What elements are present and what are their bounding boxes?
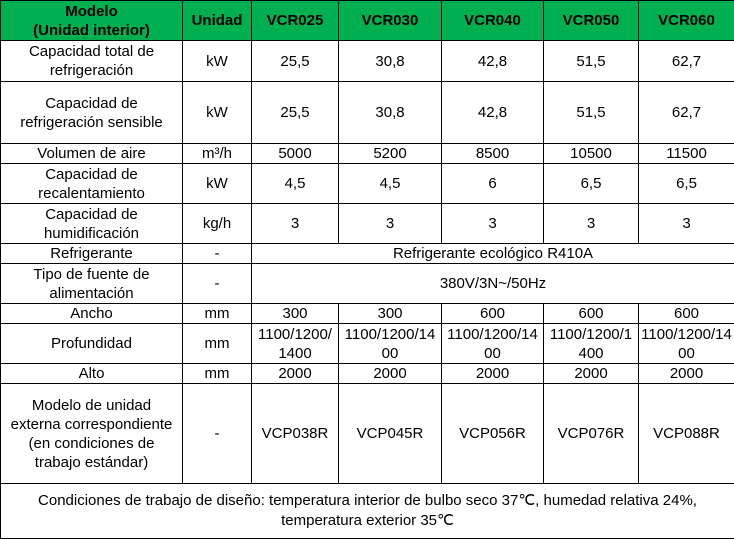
row-label-line: refrigeración sensible — [3, 113, 180, 132]
cell-value: 51,5 — [544, 82, 639, 144]
cell-value: 62,7 — [639, 82, 734, 144]
row-label-line: Profundidad — [3, 334, 180, 353]
row-label-line: recalentamiento — [3, 184, 180, 203]
footer-line1: Condiciones de trabajo de diseño: temperatura interior de bulbo seco 37℃, humedad relativa 24%, — [11, 491, 724, 511]
merged-value: Refrigerante ecológico R410A — [252, 244, 734, 264]
cell-value: 3 — [544, 204, 639, 244]
row-label-line: externa correspondiente — [3, 415, 180, 434]
row-label — [1, 82, 183, 144]
footer-row — [1, 484, 734, 539]
header-model-vcr060: VCR060 — [639, 1, 734, 41]
cell-value: 1100/1200/1400 — [639, 324, 734, 364]
header-model-vcr025: VCR025 — [252, 1, 339, 41]
row-label — [1, 384, 183, 484]
footer-line2: temperatura exterior 35℃ — [11, 511, 724, 531]
table-row — [1, 82, 734, 144]
row-unit: m³/h — [183, 144, 252, 164]
row-label-line: trabajo estándar) — [3, 453, 180, 472]
row-label — [1, 244, 183, 264]
row-unit: kg/h — [183, 204, 252, 244]
cell-value: 2000 — [544, 364, 639, 384]
cell-value: 3 — [639, 204, 734, 244]
row-unit: - — [183, 264, 252, 304]
row-label-line: Capacidad total de — [3, 42, 180, 61]
cell-value: 51,5 — [544, 41, 639, 82]
header-unit: Unidad — [183, 1, 252, 41]
cell-value: 3 — [252, 204, 339, 244]
cell-value: 2000 — [339, 364, 442, 384]
table-row — [1, 384, 734, 484]
row-unit: kW — [183, 41, 252, 82]
cell-value: 62,7 — [639, 41, 734, 82]
row-label-line: Volumen de aire — [3, 144, 180, 163]
cell-value: VCP056R — [442, 384, 544, 484]
row-label-line: (en condiciones de — [3, 434, 180, 453]
row-unit: mm — [183, 324, 252, 364]
cell-value: 4,5 — [252, 164, 339, 204]
cell-value: 600 — [442, 304, 544, 324]
header-model-vcr040: VCR040 — [442, 1, 544, 41]
merged-value: 380V/3N~/50Hz — [252, 264, 734, 304]
cell-value: 25,5 — [252, 41, 339, 82]
cell-value: 30,8 — [339, 82, 442, 144]
row-label-line: Alto — [3, 364, 180, 383]
cell-value: 4,5 — [339, 164, 442, 204]
cell-value: 6,5 — [544, 164, 639, 204]
row-label — [1, 304, 183, 324]
cell-value: VCP088R — [639, 384, 734, 484]
cell-value: 1100/1200/1400 — [544, 324, 639, 364]
cell-value: 2000 — [252, 364, 339, 384]
row-unit: mm — [183, 304, 252, 324]
table-row — [1, 324, 734, 364]
cell-value: 10500 — [544, 144, 639, 164]
row-label — [1, 264, 183, 304]
cell-value: 6,5 — [639, 164, 734, 204]
row-label — [1, 324, 183, 364]
table-row — [1, 264, 734, 304]
row-label — [1, 364, 183, 384]
cell-value: VCP038R — [252, 384, 339, 484]
header-model-vcr030: VCR030 — [339, 1, 442, 41]
cell-value: 2000 — [442, 364, 544, 384]
row-label-line: Capacidad de — [3, 165, 180, 184]
row-label-line: Refrigerante — [3, 244, 180, 263]
row-label — [1, 144, 183, 164]
design-conditions-note — [1, 484, 734, 539]
row-label — [1, 204, 183, 244]
cell-value: 300 — [252, 304, 339, 324]
table-row — [1, 204, 734, 244]
table-row — [1, 164, 734, 204]
row-unit: kW — [183, 164, 252, 204]
row-label-line: Capacidad de — [3, 94, 180, 113]
cell-value: 1100/1200/1400 — [339, 324, 442, 364]
cell-value: 42,8 — [442, 82, 544, 144]
cell-value: 3 — [442, 204, 544, 244]
row-label-line: Modelo de unidad — [3, 396, 180, 415]
cell-value: 6 — [442, 164, 544, 204]
table-row — [1, 144, 734, 164]
row-label-line: Tipo de fuente de — [3, 265, 180, 284]
row-label-line: humidificación — [3, 224, 180, 243]
cell-value: 8500 — [442, 144, 544, 164]
table-row — [1, 41, 734, 82]
row-label-line: Capacidad de — [3, 205, 180, 224]
cell-value: 2000 — [639, 364, 734, 384]
row-label-line: refrigeración — [3, 61, 180, 80]
header-model-line1: Modelo — [3, 2, 180, 21]
cell-value: VCP076R — [544, 384, 639, 484]
table-row — [1, 304, 734, 324]
cell-value: 5200 — [339, 144, 442, 164]
row-unit: kW — [183, 82, 252, 144]
row-label — [1, 41, 183, 82]
cell-value: 30,8 — [339, 41, 442, 82]
cell-value: 42,8 — [442, 41, 544, 82]
table-row — [1, 364, 734, 384]
header-model-line2: (Unidad interior) — [3, 21, 180, 40]
row-label-line: Ancho — [3, 304, 180, 323]
table-row — [1, 244, 734, 264]
row-unit: - — [183, 384, 252, 484]
cell-value: 25,5 — [252, 82, 339, 144]
cell-value: VCP045R — [339, 384, 442, 484]
cell-value: 1100/1200/1400 — [252, 324, 339, 364]
row-unit: - — [183, 244, 252, 264]
cell-value: 1100/1200/1400 — [442, 324, 544, 364]
cell-value: 600 — [544, 304, 639, 324]
header-row — [1, 1, 734, 41]
cell-value: 600 — [639, 304, 734, 324]
row-label-line: alimentación — [3, 284, 180, 303]
row-unit: mm — [183, 364, 252, 384]
cell-value: 5000 — [252, 144, 339, 164]
header-model-vcr050: VCR050 — [544, 1, 639, 41]
cell-value: 300 — [339, 304, 442, 324]
row-label — [1, 164, 183, 204]
cell-value: 11500 — [639, 144, 734, 164]
cell-value: 3 — [339, 204, 442, 244]
header-model — [1, 1, 183, 41]
